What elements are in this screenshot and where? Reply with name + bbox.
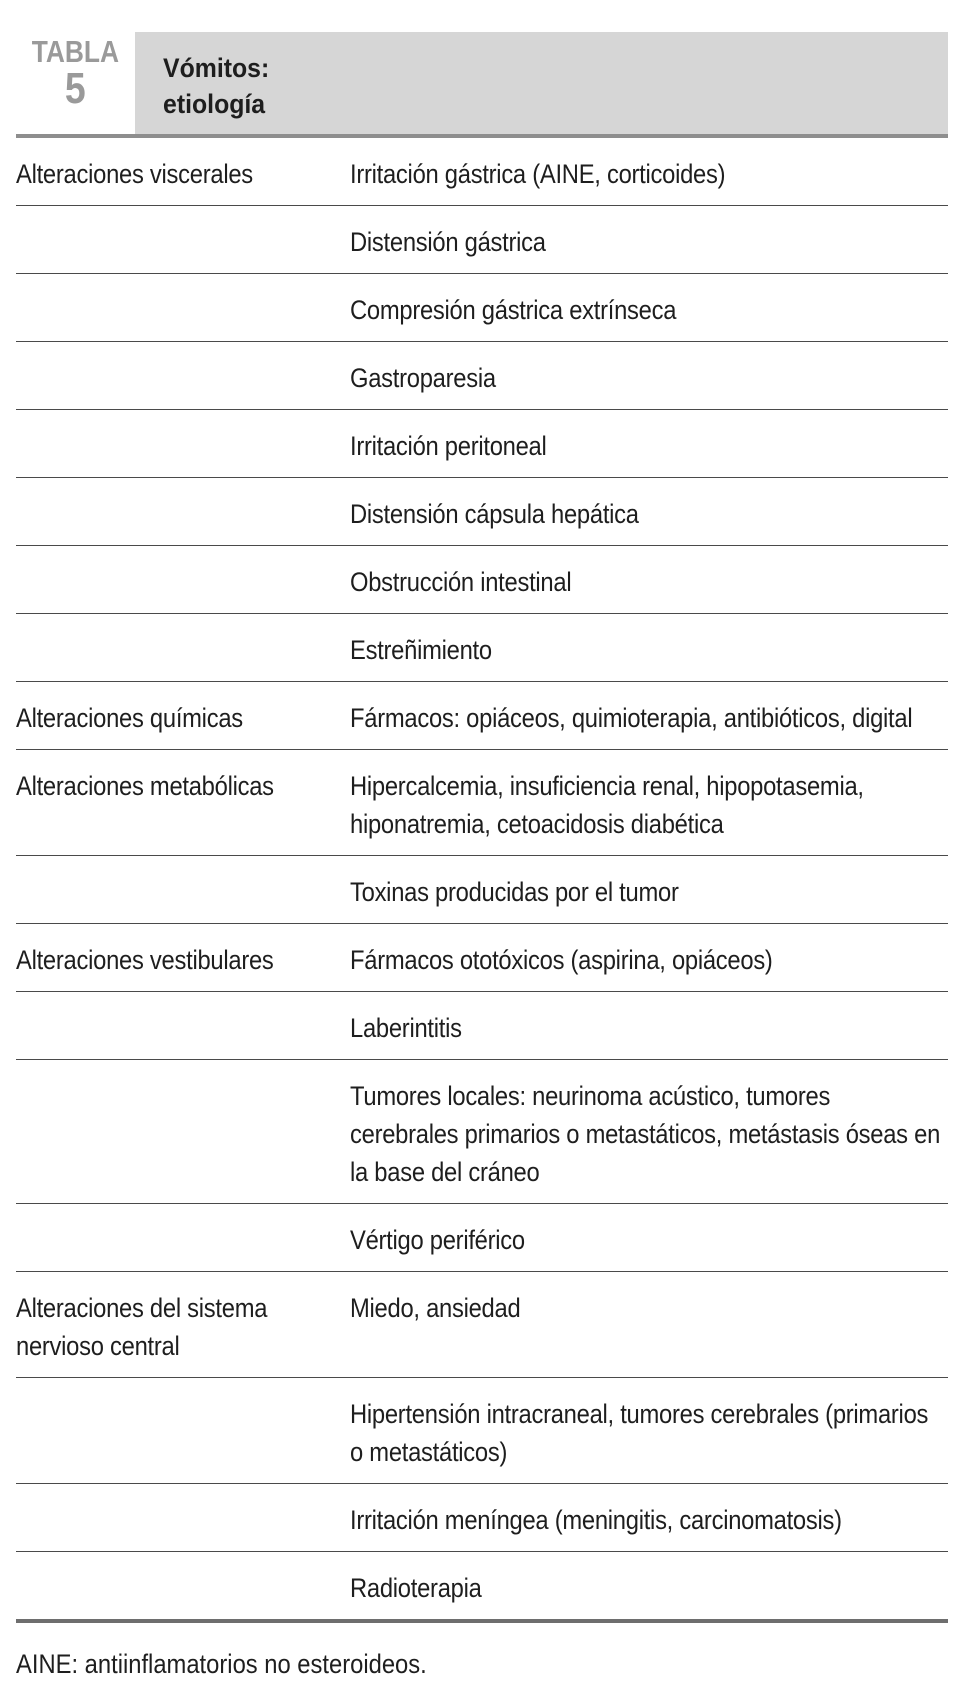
table-row xyxy=(16,1378,948,1484)
cause-cell xyxy=(350,1378,948,1484)
category-cell xyxy=(16,478,350,546)
etiology-table xyxy=(16,138,948,1619)
cause-text: Hipercalcemia, insuficiencia renal, hipopotasemia, hiponatremia, cetoacidosis diabética xyxy=(350,771,864,839)
cause-text: Laberintitis xyxy=(350,1013,462,1043)
category-cell xyxy=(16,614,350,682)
cause-text: Irritación meníngea (meningitis, carcinomatosis) xyxy=(350,1505,842,1535)
cause-text: Distensión cápsula hepática xyxy=(350,499,639,529)
category-cell xyxy=(16,342,350,410)
table-row xyxy=(16,138,948,206)
category-cell xyxy=(16,138,350,206)
cause-cell xyxy=(350,924,948,992)
table-row xyxy=(16,410,948,478)
cause-text: Gastroparesia xyxy=(350,363,496,393)
table-row xyxy=(16,1204,948,1272)
table-title-line-1: Vómitos: xyxy=(163,53,270,83)
cause-text: Radioterapia xyxy=(350,1573,482,1603)
category-cell xyxy=(16,750,350,856)
table-row xyxy=(16,924,948,992)
cause-text: Toxinas producidas por el tumor xyxy=(350,877,679,907)
cause-text: Fármacos ototóxicos (aspirina, opiáceos) xyxy=(350,945,773,975)
cause-text: Tumores locales: neurinoma acústico, tumores cerebrales primarios o metastáticos, metástasis óseas en la base del cráneo xyxy=(350,1081,941,1187)
table-row xyxy=(16,1552,948,1620)
cause-text: Obstrucción intestinal xyxy=(350,567,572,597)
table-row xyxy=(16,682,948,750)
table-figure xyxy=(16,32,948,1683)
category-cell xyxy=(16,206,350,274)
category-cell xyxy=(16,992,350,1060)
cause-text: Estreñimiento xyxy=(350,635,492,665)
category-cell xyxy=(16,1378,350,1484)
table-title xyxy=(135,32,948,134)
table-footnote: AINE: antiinflamatorios no esteroideos. xyxy=(16,1649,427,1679)
category-cell xyxy=(16,1060,350,1204)
etiology-table-body xyxy=(16,138,948,1619)
cause-cell xyxy=(350,342,948,410)
table-row xyxy=(16,1272,948,1378)
cause-cell xyxy=(350,410,948,478)
cause-cell xyxy=(350,614,948,682)
category-text: Alteraciones químicas xyxy=(16,703,243,733)
table-number: 5 xyxy=(65,64,86,113)
cause-text: Vértigo periférico xyxy=(350,1225,525,1255)
cause-text: Distensión gástrica xyxy=(350,227,546,257)
cause-text: Irritación gástrica (AINE, corticoides) xyxy=(350,159,726,189)
table-row xyxy=(16,614,948,682)
cause-cell xyxy=(350,206,948,274)
table-row xyxy=(16,1060,948,1204)
cause-cell xyxy=(350,1552,948,1620)
category-cell xyxy=(16,924,350,992)
cause-cell xyxy=(350,682,948,750)
cause-cell xyxy=(350,546,948,614)
table-row xyxy=(16,478,948,546)
cause-cell xyxy=(350,992,948,1060)
category-text: Alteraciones del sistema nervioso central xyxy=(16,1293,268,1361)
table-label xyxy=(16,32,135,134)
category-text: Alteraciones viscerales xyxy=(16,159,253,189)
category-text: Alteraciones vestibulares xyxy=(16,945,274,975)
table-row xyxy=(16,992,948,1060)
table-row xyxy=(16,546,948,614)
table-row xyxy=(16,274,948,342)
category-cell xyxy=(16,546,350,614)
cause-cell xyxy=(350,750,948,856)
category-cell xyxy=(16,1204,350,1272)
table-row xyxy=(16,750,948,856)
cause-text: Hipertensión intracraneal, tumores cerebrales (primarios o metastáticos) xyxy=(350,1399,929,1467)
category-cell xyxy=(16,856,350,924)
table-row xyxy=(16,856,948,924)
cause-text: Fármacos: opiáceos, quimioterapia, antibióticos, digital xyxy=(350,703,913,733)
category-text: Alteraciones metabólicas xyxy=(16,771,274,801)
table-row xyxy=(16,342,948,410)
cause-cell xyxy=(350,138,948,206)
cause-cell xyxy=(350,856,948,924)
cause-cell xyxy=(350,1272,948,1378)
table-title-line-2: etiología xyxy=(163,89,266,119)
cause-text: Irritación peritoneal xyxy=(350,431,547,461)
category-cell xyxy=(16,274,350,342)
cause-cell xyxy=(350,1060,948,1204)
footer-divider xyxy=(16,1619,948,1623)
table-header xyxy=(16,32,948,134)
cause-text: Miedo, ansiedad xyxy=(350,1293,521,1323)
cause-cell xyxy=(350,274,948,342)
cause-cell xyxy=(350,1204,948,1272)
category-cell xyxy=(16,1272,350,1378)
category-cell xyxy=(16,1552,350,1620)
category-cell xyxy=(16,410,350,478)
cause-text: Compresión gástrica extrínseca xyxy=(350,295,677,325)
table-label-word: TABLA xyxy=(31,34,120,69)
cause-cell xyxy=(350,478,948,546)
category-cell xyxy=(16,682,350,750)
table-row xyxy=(16,206,948,274)
